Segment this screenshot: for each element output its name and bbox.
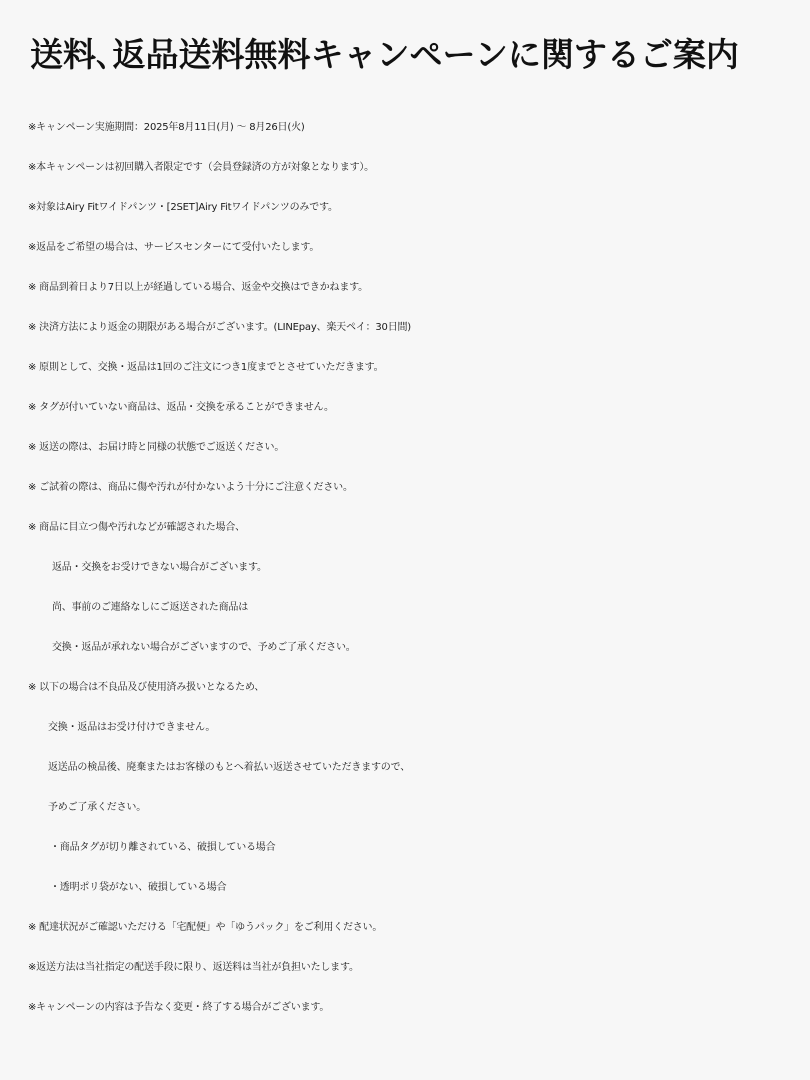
note-defective-cont-3: 予めご了承ください。 — [48, 802, 146, 813]
note-refund-deadline: ※ 決済方法により返金の期限がある場合がございます。(LINEpay、楽天ペイ：30日間) — [28, 322, 411, 333]
note-damage-found-cont-3: 交換・返品が承れない場合がございますので、予めご了承ください。 — [52, 642, 356, 653]
page-title: 送料､返品送料無料キャンペーンに関するご案内 — [30, 35, 739, 74]
note-fitting-care: ※ ご試着の際は、商品に傷や汚れが付かないよう十分にご注意ください。 — [28, 482, 353, 493]
note-campaign-period: ※キャンペーン実施期間：2025年8月11日(月) 〜 8月26日(火) — [28, 122, 305, 133]
note-bullet-poly-bag: ・透明ポリ袋がない、破損している場合 — [50, 882, 227, 893]
note-return-condition: ※ 返送の際は、お届け時と同様の状態でご返送ください。 — [28, 442, 285, 453]
note-seven-days: ※ 商品到着日より7日以上が経過している場合、返金や交換はできかねます。 — [28, 282, 368, 293]
note-target-products: ※対象はAiry Fitワイドパンツ・[2SET]Airy Fitワイドパンツのみです。 — [28, 202, 338, 213]
note-return-request: ※返品をご希望の場合は、サービスセンターにて受付いたします。 — [28, 242, 320, 253]
note-damage-found-cont-1: 返品・交換をお受けできない場合がございます。 — [52, 562, 267, 573]
note-delivery-service: ※ 配達状況がご確認いただける「宅配便」や「ゆうパック」をご利用ください。 — [28, 922, 383, 933]
note-tag-required: ※ タグが付いていない商品は、返品・交換を承ることができません。 — [28, 402, 334, 413]
note-defective-cont-1: 交換・返品はお受け付けできません。 — [48, 722, 216, 733]
note-return-shipping: ※返送方法は当社指定の配送手段に限り、返送料は当社が負担いたします。 — [28, 962, 359, 973]
notes-list — [28, 108, 810, 1028]
note-campaign-change: ※キャンペーンの内容は予告なく変更・終了する場合がございます。 — [28, 1002, 330, 1013]
note-damage-found: ※ 商品に目立つ傷や汚れなどが確認された場合、 — [28, 522, 245, 533]
note-first-time-only: ※本キャンペーンは初回購入者限定です（会員登録済の方が対象となります）。 — [28, 162, 374, 173]
note-defective-cases: ※ 以下の場合は不良品及び使用済み扱いとなるため、 — [28, 682, 265, 693]
note-bullet-tag-removed: ・商品タグが切り離されている、破損している場合 — [50, 842, 276, 853]
note-damage-found-cont-2: 尚、事前のご連絡なしにご返送された商品は — [52, 602, 248, 613]
note-once-per-order: ※ 原則として、交換・返品は1回のご注文につき1度までとさせていただきます。 — [28, 362, 384, 373]
note-defective-cont-2: 返送品の検品後、廃棄またはお客様のもとへ着払い返送させていただきますので、 — [48, 762, 410, 773]
